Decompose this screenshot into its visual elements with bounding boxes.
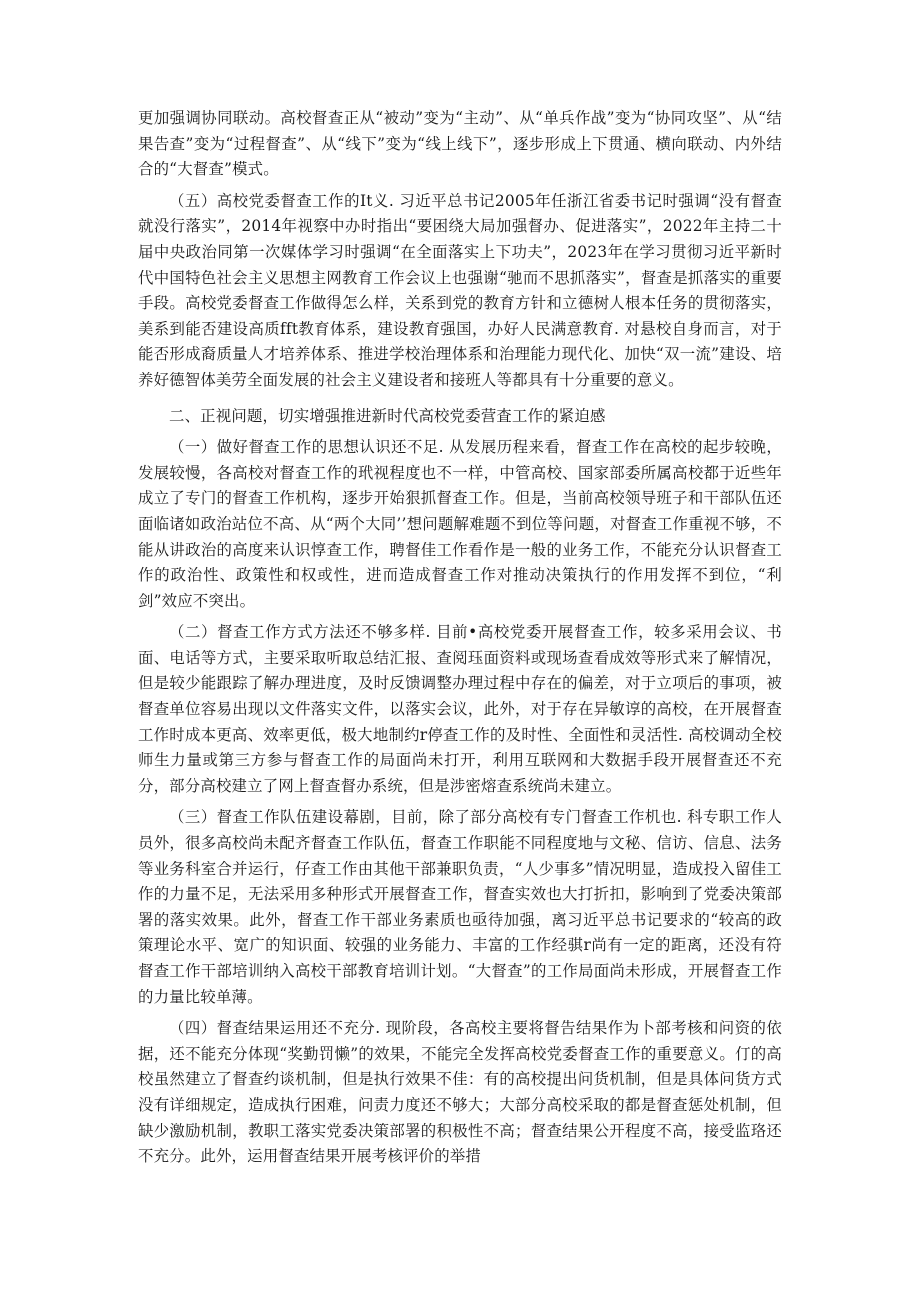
paragraph-continuation: 更加强调协同联动。高校督查正从“被动”变为“主动”、从“单兵作战”变为“协同攻坚”、从“结果告查”变为“过程督查”、从“线下”变为“线上线下”，逐步形成上下贯通、横向联动、内外结合的“大督查”模式。 [138,109,782,179]
paragraph-section-5: （五）高校党委督查工作的It义. 习近平总书记2005年任浙江省委书记时强调“没有督查就没行落实”，2014年视察中办时指出“要困绕大局加强督办、促进落实”，2022年主持二十届中央政治同第一次媒体学习时强调“在全面落实上下功夫”，2023年在学习贯彻习近平新时代中国特色社会主义思想主网教育工作会议上也强谢“驰而不思抓落实”，督查是抓落实的重要手段。高校党委督查工作做得怎么样，关系到党的教育方针和立德树人根本任务的贯彻落实，美系到能否建设高质fft教育体系，建设教育强国，办好人民满意教育. 对悬校自身而言，对于能否形成裔质量人才培养体系、推进学校治理体系和治理能力现代化、加快“双一流”建设、培养好德智体美劳全面发展的社会主义建设者和接班人等都具有十分重要的意义。 [138,191,782,389]
paragraph-item-4: （四）督查结果运用还不充分. 现阶段，各高校主要将督告结果作为卜部考核和问资的依据，还不能充分体现“奖勤罚懒”的效果，不能完全发挥高校党委督查工作的重要意义。仃的高校虽然建立了督查约谈机制，但是执行效果不佳：有的高校提出问货机制，但是具体问货方式没有详细规定，造成执行困难，问责力度还不够大；大部分高校采取的都是督查惩处机制，但缺少激励机制，教职工落实党委决策部署的积极性不高；督查结果公开程度不高，接受监珞还不充分。此外，运用督查结果开展考核评价的举措 [138,1019,782,1166]
paragraph-item-2: （二）督查工作方式方法还不够多样. 目前•高校党委开展督查工作，较多采用会议、书面、电话等方式，主要采取听取总结汇报、查阅珏面资料或现场查看成效等形式来了解情况，但是较少能跟踪了解办理进度，及时反馈调整办理过程中存在的偏差，对于立项后的事项，被督查单位容易出现以文件落实文件，以落实会议，此外，对于存在异敏谆的高校，在开展督查工作时成本更高、效率更低，极大地制约r停查工作的及时性、全面性和灵活性. 高校调动全校师生力量或第三方参与督查工作的局面尚未打开，利用互联网和大数据手段开展督查还不充分，部分高校建立了网上督查督办系统，但是涉密熔查系统尚未建立。 [138,623,782,795]
document-body [138,106,782,1170]
section-heading-2: 二、正视问题，切实增强推进新时代高校党委营査工作的紧迫感 [169,406,606,425]
paragraph-item-1: （一）做好督查工作的思想认识还不足. 从发展历程来看，督查工作在高校的起步较晚，发展较慢，各高校对督查工作的玳视程度也不一样，中管高校、国家部委所属高校都于近些年成立了专门的督查工作机构，逐步开始狠抓督查工作。但是，当前高校领导班子和干部队伍还面临诸如政治站位不高、从“两个大同’’想问题解难题不到位等问题，对督查工作重视不够，不能从讲政治的高度来认识惇查工作，聘督佳工作看作是一般的业务工作，不能充分认识督查工作的政治性、政策性和权或性，进而造成督查工作对推动决策执行的作用发挥不到位，“利剑”效应不突出。 [138,438,782,610]
paragraph-item-3: （三）督查工作队伍建设幕剧，目前，除了部分高校有专门督查工作机也. 科专职工作人员外，很多高校尚未配齐督查工作队伍，督查工作职能不同程度地与文秘、信访、信息、法务等业务科室合并运行，仔查工作由其他干部兼职负责，“人少事多”情况明显，造成投入留佳工作的力量不足，无法采用多种形式开展督查工作，督查实效也大打折扣，影响到了党委决策部署的落实效果。此外，督查工作干部业务素质也亟待加强，离习近平总书记要求的“较高的政策理论水平、宽广的知识面、较强的业务能力、丰富的工作经骐r尚有一定的距离，还没有符督查工作干部培训纳入高校干部教育培训计划。“大督查”的工作局面尚未形成，开展督查工作的力量比较单薄。 [138,808,782,1006]
